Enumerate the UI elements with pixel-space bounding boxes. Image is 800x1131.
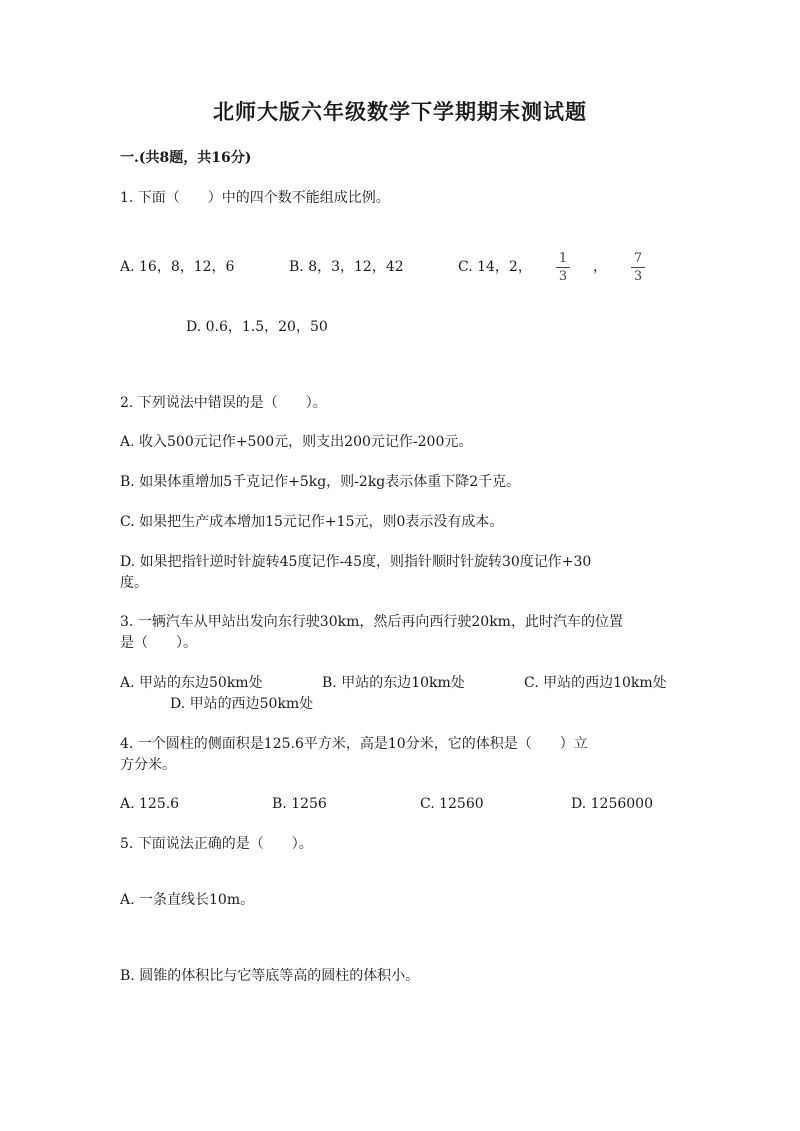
question-1-option-c: C. 14，2，: [458, 259, 532, 275]
question-2-option-b: B. 如果体重增加5千克记作+5kg，则-2kg表示体重下降2千克。: [120, 474, 521, 490]
fraction-separator: ，: [593, 259, 607, 275]
question-4-option-c: C. 12560: [420, 796, 484, 812]
question-2-option-a: A. 收入500元记作+500元，则支出200元记作-200元。: [120, 434, 473, 450]
fraction-denominator: 3: [633, 269, 643, 284]
fraction-denominator: 3: [558, 269, 568, 284]
question-1-option-d: D. 0.6，1.5，20，50: [186, 319, 328, 335]
question-2-option-c: C. 如果把生产成本增加15元记作+15元，则0表示没有成本。: [120, 514, 504, 530]
question-4-option-a: A. 125.6: [120, 796, 180, 812]
question-1-option-a: A. 16，8，12，6: [120, 259, 235, 275]
question-3-option-a: A. 甲站的东边50km处: [120, 675, 263, 691]
question-5-option-b: B. 圆锥的体积比与它等底等高的圆柱的体积小。: [120, 968, 420, 984]
question-1-stem: 1. 下面（ ）中的四个数不能组成比例。: [120, 190, 390, 206]
question-5-option-a: A. 一条直线长10m。: [120, 892, 255, 908]
question-4-option-d: D. 1256000: [571, 796, 653, 812]
fraction-bar: [631, 267, 645, 268]
question-5-stem: 5. 下面说法正确的是（ ）。: [120, 836, 313, 852]
question-2-option-d-line1: D. 如果把指针逆时针旋转45度记作-45度，则指针顺时针旋转30度记作+30: [120, 554, 592, 570]
fraction-one-third: [555, 251, 571, 284]
fraction-bar: [556, 267, 570, 268]
question-3-option-c: C. 甲站的西边10km处: [524, 675, 667, 691]
question-4-stem-line1: 4. 一个圆柱的侧面积是125.6平方米，高是10分米，它的体积是（ ）立: [120, 736, 588, 752]
question-3-option-b: B. 甲站的东边10km处: [322, 675, 465, 691]
question-3-stem-line1: 3. 一辆汽车从甲站出发向东行驶30km，然后再向西行驶20km，此时汽车的位置: [120, 614, 623, 630]
question-2-option-d-line2: 度。: [120, 575, 148, 591]
question-3-stem-line2: 是（ ）。: [120, 635, 197, 651]
question-4-stem-line2: 方分米。: [120, 757, 176, 773]
page-title: 北师大版六年级数学下学期期末测试题: [213, 99, 587, 124]
fraction-numerator: 1: [558, 251, 568, 266]
fraction-seven-thirds: [630, 251, 646, 284]
question-3-option-d: D. 甲站的西边50km处: [170, 696, 314, 712]
question-2-stem: 2. 下列说法中错误的是（ ）。: [120, 395, 327, 411]
question-1-option-b: B. 8，3，12，42: [289, 259, 404, 275]
section-heading: 一.(共8题，共16分): [120, 150, 252, 166]
question-4-option-b: B. 1256: [272, 796, 327, 812]
fraction-numerator: 7: [633, 251, 643, 266]
